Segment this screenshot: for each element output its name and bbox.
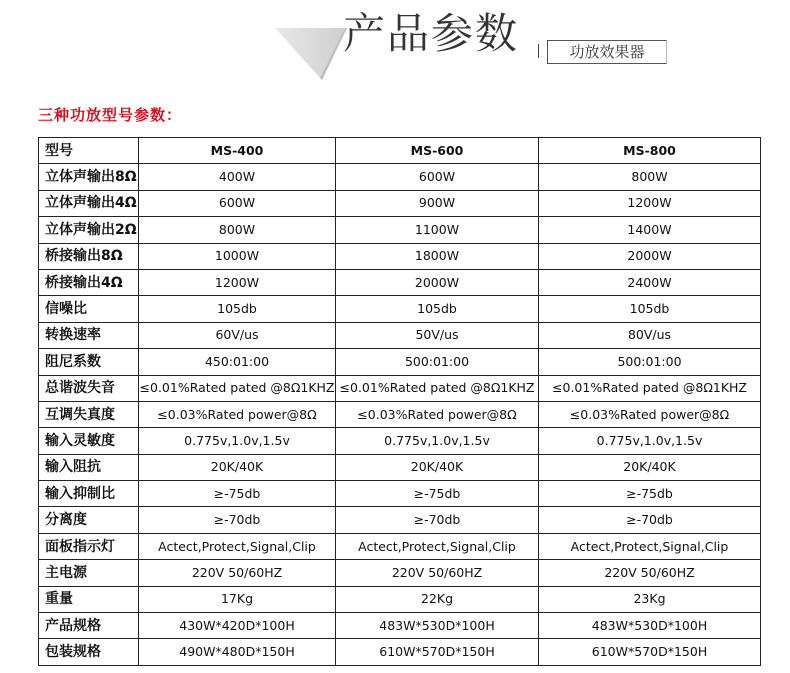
- table-cell: Actect,Protect,Signal,Clip: [539, 533, 761, 559]
- table-cell: 800W: [139, 217, 336, 243]
- table-row: [39, 243, 761, 269]
- column-header: MS-400: [139, 138, 336, 164]
- table-cell: 105db: [336, 296, 539, 322]
- table-cell: ≤0.01%Rated pated @8Ω1KHZ: [336, 375, 539, 401]
- row-label: 信噪比: [39, 296, 139, 322]
- table-cell: 220V 50/60HZ: [139, 560, 336, 586]
- row-label: 输入灵敏度: [39, 428, 139, 454]
- table-cell: 483W*530D*100H: [539, 613, 761, 639]
- table-cell: 105db: [539, 296, 761, 322]
- table-cell: 17Kg: [139, 586, 336, 612]
- table-cell: 500:01:00: [539, 349, 761, 375]
- table-cell: 220V 50/60HZ: [539, 560, 761, 586]
- table-row: [39, 560, 761, 586]
- column-header: 型号: [39, 138, 139, 164]
- header-banner: [0, 0, 790, 95]
- spec-table: [38, 137, 761, 666]
- row-label: 面板指示灯: [39, 533, 139, 559]
- table-cell: 50V/us: [336, 322, 539, 348]
- table-cell: ≤0.01%Rated pated @8Ω1KHZ: [139, 375, 336, 401]
- table-cell: ≥-70db: [539, 507, 761, 533]
- row-label: 主电源: [39, 560, 139, 586]
- table-cell: 80V/us: [539, 322, 761, 348]
- row-label: 产品规格: [39, 613, 139, 639]
- table-cell: 483W*530D*100H: [336, 613, 539, 639]
- table-row: [39, 190, 761, 216]
- row-label: 转换速率: [39, 322, 139, 348]
- table-row: [39, 349, 761, 375]
- table-row: [39, 269, 761, 295]
- table-cell: ≤0.03%Rated power@8Ω: [336, 401, 539, 427]
- table-cell: ≥-75db: [139, 481, 336, 507]
- table-header-row: [39, 138, 761, 164]
- table-row: [39, 401, 761, 427]
- table-cell: ≤0.01%Rated pated @8Ω1KHZ: [539, 375, 761, 401]
- table-row: [39, 533, 761, 559]
- table-cell: 610W*570D*150H: [336, 639, 539, 665]
- table-cell: 490W*480D*150H: [139, 639, 336, 665]
- section-heading: 三种功放型号参数：: [38, 106, 183, 124]
- table-cell: 450:01:00: [139, 349, 336, 375]
- table-row: [39, 217, 761, 243]
- table-cell: 2400W: [539, 269, 761, 295]
- row-label: 分离度: [39, 507, 139, 533]
- table-cell: 600W: [336, 164, 539, 190]
- table-row: [39, 375, 761, 401]
- table-row: [39, 613, 761, 639]
- table-cell: 600W: [139, 190, 336, 216]
- table-cell: 800W: [539, 164, 761, 190]
- table-cell: 610W*570D*150H: [539, 639, 761, 665]
- table-row: [39, 296, 761, 322]
- table-cell: 60V/us: [139, 322, 336, 348]
- table-cell: Actect,Protect,Signal,Clip: [139, 533, 336, 559]
- table-cell: 1100W: [336, 217, 539, 243]
- row-label: 立体声输出8Ω: [39, 164, 139, 190]
- table-cell: 220V 50/60HZ: [336, 560, 539, 586]
- row-label: 桥接输出8Ω: [39, 243, 139, 269]
- table-cell: ≥-70db: [139, 507, 336, 533]
- row-label: 包装规格: [39, 639, 139, 665]
- table-cell: 2000W: [336, 269, 539, 295]
- table-cell: 23Kg: [539, 586, 761, 612]
- table-cell: 20K/40K: [336, 454, 539, 480]
- row-label: 桥接输出4Ω: [39, 269, 139, 295]
- table-cell: Actect,Protect,Signal,Clip: [336, 533, 539, 559]
- table-row: [39, 586, 761, 612]
- table-cell: 1800W: [336, 243, 539, 269]
- table-cell: 20K/40K: [139, 454, 336, 480]
- table-cell: 1000W: [139, 243, 336, 269]
- row-label: 输入阻抗: [39, 454, 139, 480]
- table-cell: ≤0.03%Rated power@8Ω: [139, 401, 336, 427]
- row-label: 重量: [39, 586, 139, 612]
- table-cell: 1200W: [539, 190, 761, 216]
- table-cell: 2000W: [539, 243, 761, 269]
- table-cell: 1400W: [539, 217, 761, 243]
- table-row: [39, 507, 761, 533]
- column-header: MS-600: [336, 138, 539, 164]
- table-cell: ≤0.03%Rated power@8Ω: [539, 401, 761, 427]
- table-cell: 1200W: [139, 269, 336, 295]
- table-row: [39, 639, 761, 665]
- table-row: [39, 481, 761, 507]
- subtitle-divider: [538, 44, 539, 58]
- table-cell: 20K/40K: [539, 454, 761, 480]
- row-label: 互调失真度: [39, 401, 139, 427]
- table-cell: 22Kg: [336, 586, 539, 612]
- row-label: 总谐波失音: [39, 375, 139, 401]
- row-label: 立体声输出4Ω: [39, 190, 139, 216]
- table-cell: ≥-75db: [539, 481, 761, 507]
- table-cell: 500:01:00: [336, 349, 539, 375]
- table-cell: 0.775v,1.0v,1.5v: [139, 428, 336, 454]
- table-cell: 900W: [336, 190, 539, 216]
- table-row: [39, 164, 761, 190]
- page-title: 产品参数: [343, 9, 520, 58]
- table-cell: 105db: [139, 296, 336, 322]
- column-header: MS-800: [539, 138, 761, 164]
- table-cell: ≥-70db: [336, 507, 539, 533]
- table-cell: ≥-75db: [336, 481, 539, 507]
- row-label: 输入抑制比: [39, 481, 139, 507]
- table-row: [39, 454, 761, 480]
- table-cell: 0.775v,1.0v,1.5v: [539, 428, 761, 454]
- table-row: [39, 322, 761, 348]
- table-cell: 400W: [139, 164, 336, 190]
- table-cell: 430W*420D*100H: [139, 613, 336, 639]
- table-row: [39, 428, 761, 454]
- row-label: 立体声输出2Ω: [39, 217, 139, 243]
- row-label: 阻尼系数: [39, 349, 139, 375]
- table-cell: 0.775v,1.0v,1.5v: [336, 428, 539, 454]
- page-subtitle: 功放效果器: [547, 40, 667, 64]
